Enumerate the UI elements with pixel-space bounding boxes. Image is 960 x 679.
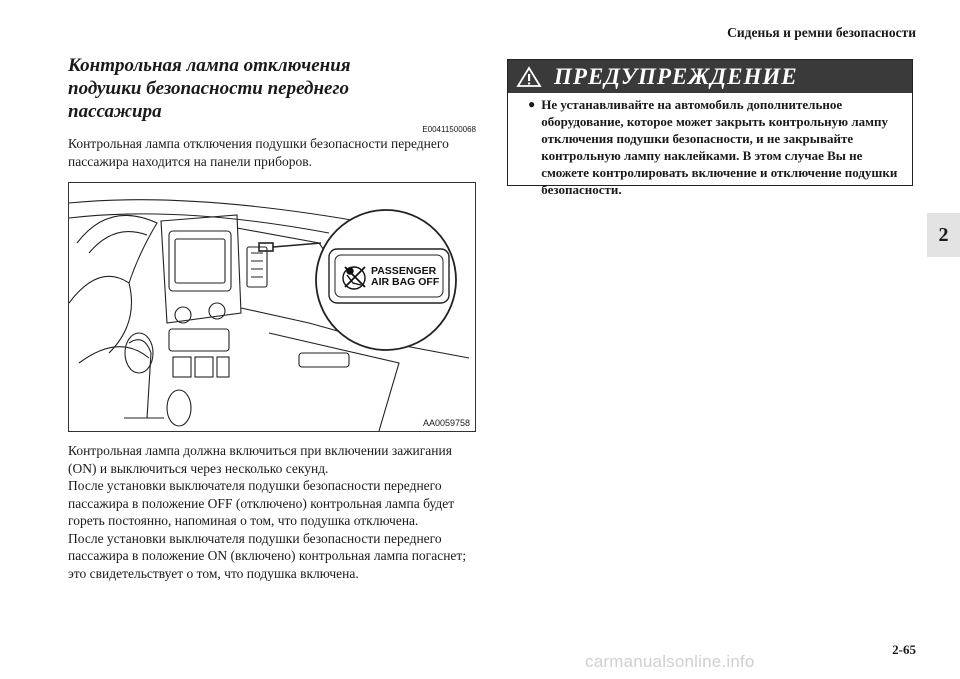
body-paragraph-3: После установки выключателя подушки безопасности переднего пассажира в положение ON (включено) контрольная лампа погаснет; это свидетельствует о том, что подушка включена. [68, 530, 467, 581]
warning-body [508, 93, 912, 198]
chapter-tab: 2 [927, 213, 960, 257]
warning-title: ПРЕДУПРЕЖДЕНИЕ [554, 63, 798, 89]
dashboard-drawing [69, 183, 475, 431]
figure-code: AA0059758 [422, 418, 470, 428]
intro-paragraph: Контрольная лампа отключения подушки безопасности переднего пассажира находится на панели приборов. [68, 136, 449, 169]
lamp-label-line1: PASSENGER [371, 265, 437, 277]
watermark: carmanualsonline.info [585, 652, 755, 671]
left-column [68, 54, 476, 582]
section-code: E00411500068 [422, 125, 476, 134]
warning-bullet: ● [528, 97, 536, 111]
page-number: 2-65 [892, 642, 916, 657]
body-paragraph-1: Контрольная лампа должна включиться при включении зажигания (ON) и выключиться через несколько секунд. [68, 443, 452, 476]
warning-triangle-icon [516, 66, 542, 88]
running-header: Сиденья и ремни безопасности [727, 25, 916, 40]
lamp-label-line2: AIR BAG OFF [371, 276, 440, 288]
dashboard-illustration [68, 182, 476, 432]
passenger-airbag-off-label [371, 266, 439, 288]
section-title: Контрольная лампа отключения подушки безопасности переднего пассажира [68, 55, 351, 122]
warning-text: Не устанавливайте на автомобиль дополнительное оборудование, которое может закрыть контрольную лампу отключения подушки безопасности, и не закрывайте контрольную лампу наклейками. В этом случае Вы не сможете контролировать включение и отключение подушки безопасности. [541, 97, 898, 197]
warning-header [508, 60, 912, 93]
body-paragraph-2: После установки выключателя подушки безопасности переднего пассажира в положение OFF (отключено) контрольная лампа будет гореть постоянно, напоминая о том, что подушка отключена. [68, 478, 455, 528]
warning-box [507, 59, 913, 197]
